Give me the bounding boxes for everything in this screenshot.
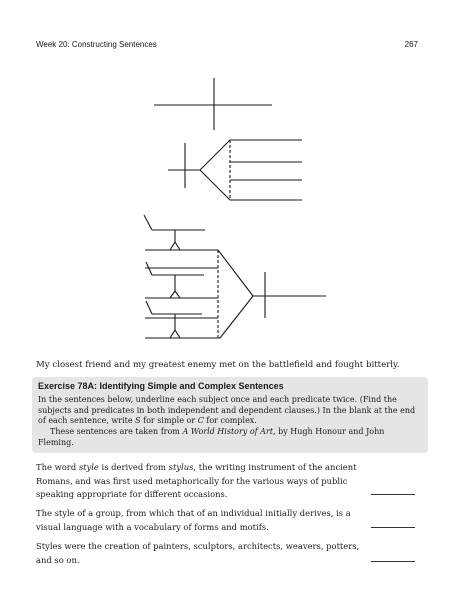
diagram-compound-predicate xyxy=(168,140,302,200)
diagram-compound-subject xyxy=(144,215,326,338)
page-number: 267 xyxy=(404,40,418,49)
exercise-box xyxy=(32,377,428,453)
sentence-1: The word style is derived from stylus, the writing instrument of the ancient Romans, and was first used metaphorically for the various ways of public speaking appropriate for different occasions. xyxy=(36,462,357,500)
sentence-3: Styles were the creation of painters, sculptors, architects, weavers, potters, and so on. xyxy=(36,541,360,565)
answer-blank-2[interactable] xyxy=(371,527,415,528)
diagram-caption: My closest friend and my greatest enemy met on the battlefield and fought bitterly. xyxy=(36,360,400,370)
exercise-source-note: These sentences are taken from A World History of Art, by Hugh Honour and John Fleming. xyxy=(38,426,385,447)
exercise-title: Exercise 78A: Identifying Simple and Complex Sentences xyxy=(38,381,284,391)
running-title: Week 20: Constructing Sentences xyxy=(36,40,157,49)
exercise-instructions: In the sentences below, underline each subject once and each predicate twice. (Find the subjects and predicates in both independent and dependent clauses.) In the blank at the end of each sentence, write S for simple or C for complex. xyxy=(38,395,416,426)
answer-blank-3[interactable] xyxy=(371,561,415,562)
diagram-simple xyxy=(154,78,272,130)
answer-blank-1[interactable] xyxy=(371,494,415,495)
sentence-2: The style of a group, from which that of an individual initially derives, is a visual language with a vocabulary of forms and motifs. xyxy=(36,508,351,532)
